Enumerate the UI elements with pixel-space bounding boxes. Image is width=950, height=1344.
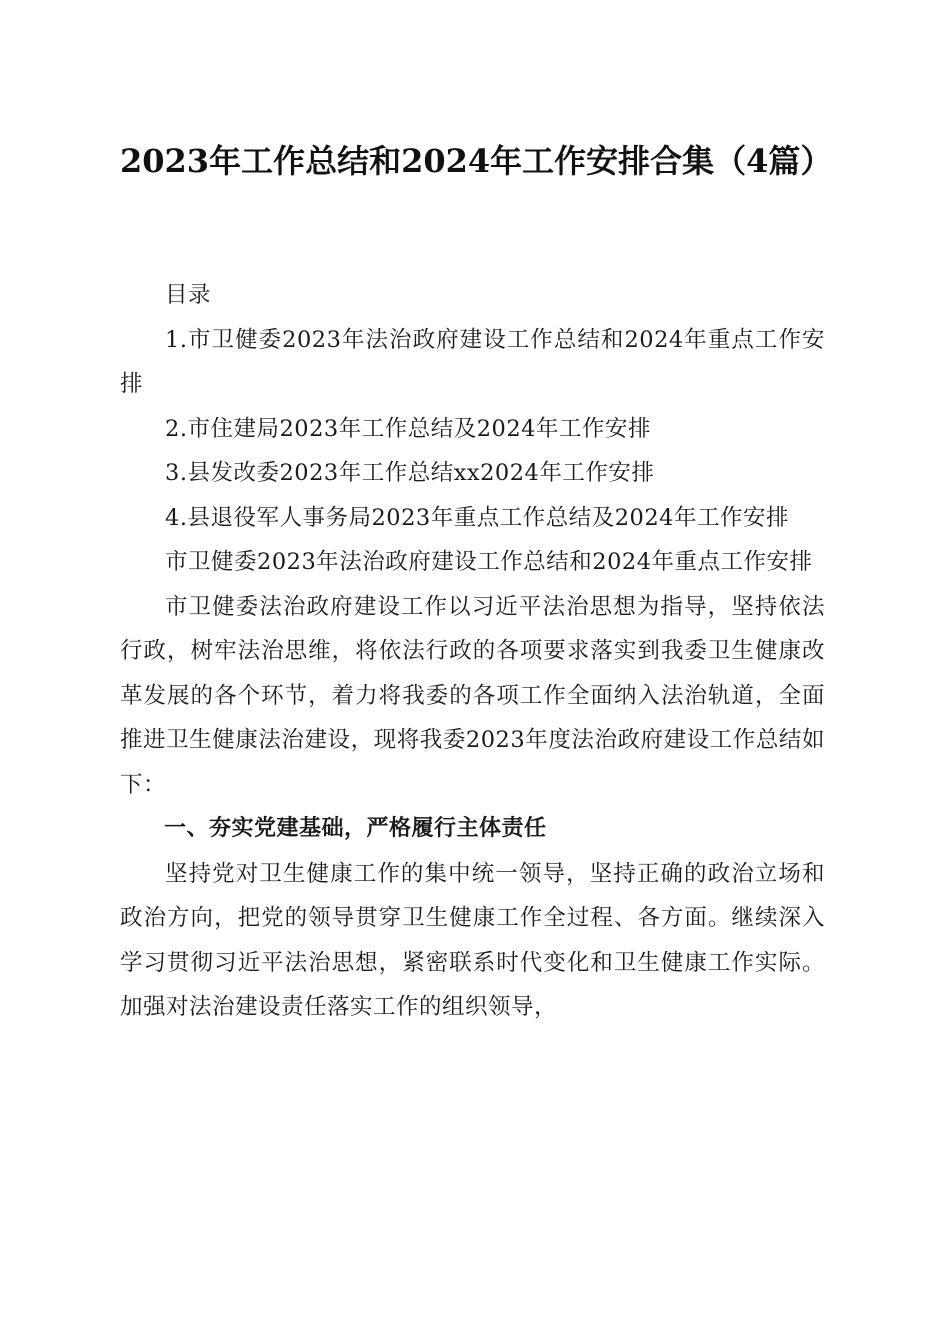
toc-item-2: 2.市住建局2023年工作总结及2024年工作安排	[165, 415, 651, 442]
intro-paragraph: 市卫健委法治政府建设工作以习近平法治思想为指导，坚持依法行政，树牢法治思维，将依法行政的各项要求落实到我委卫生健康改革发展的各个环节，着力将我委的各项工作全面纳入法治轨道，全面推进卫生健康法治建设，现将我委2023年度法治政府建设工作总结如下：	[120, 593, 825, 798]
toc-item-1: 1.市卫健委2023年法治政府建设工作总结和2024年重点工作安排	[120, 326, 825, 397]
toc-item-4: 4.县退役军人事务局2023年重点工作总结及2024年工作安排	[165, 504, 789, 531]
section-paragraph: 坚持党对卫生健康工作的集中统一领导，坚持正确的政治立场和政治方向，把党的领导贯穿卫生健康工作全过程、各方面。继续深入学习贯彻习近平法治思想，紧密联系时代变化和卫生健康工作实际。加强对法治建设责任落实工作的组织领导，	[120, 860, 825, 1020]
toc-item-3: 3.县发改委2023年工作总结xx2024年工作安排	[165, 460, 655, 486]
section-heading: 一、夯实党建基础，严格履行主体责任	[164, 816, 547, 841]
article-title: 市卫健委2023年法治政府建设工作总结和2024年重点工作安排	[165, 549, 813, 575]
toc-heading: 目录	[165, 282, 212, 308]
document-body	[120, 273, 825, 1030]
document-title: 2023年工作总结和2024年工作安排合集（4篇）	[120, 142, 833, 180]
